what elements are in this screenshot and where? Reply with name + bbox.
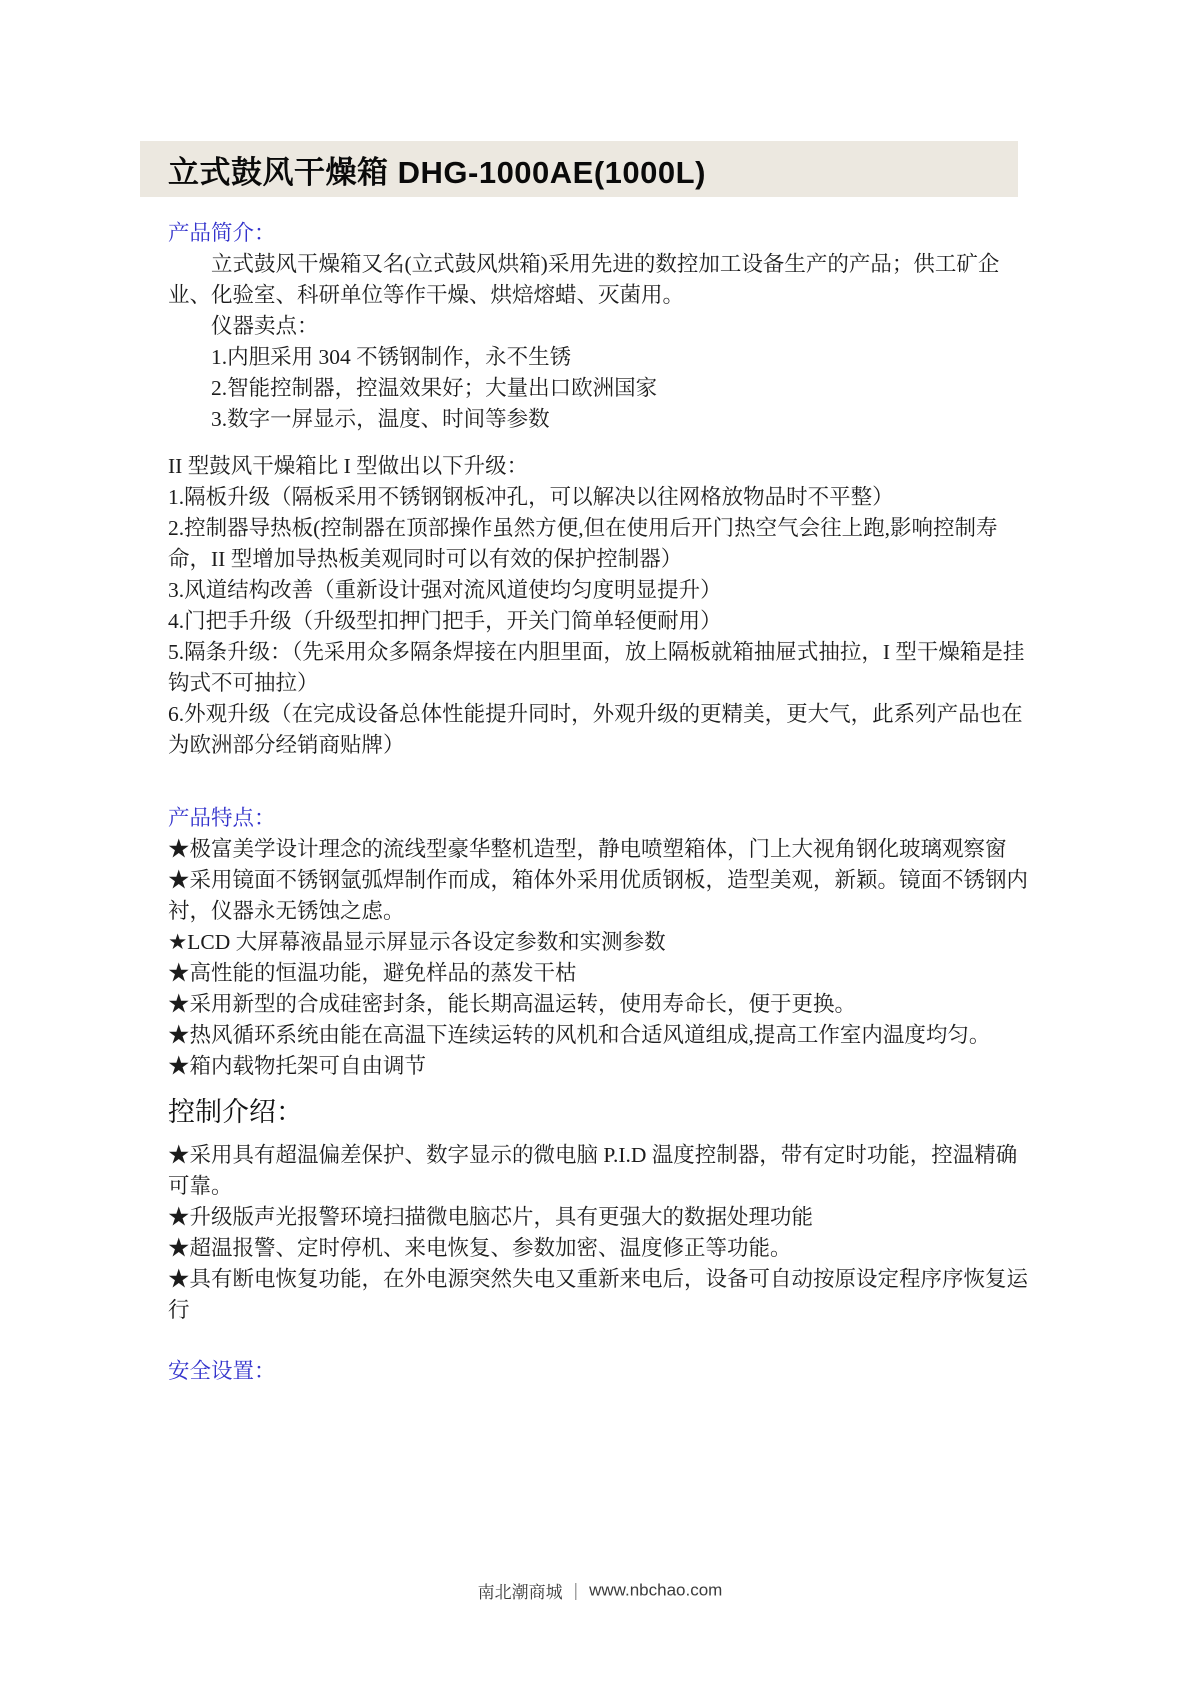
footer-separator: ｜ <box>567 1583 585 1602</box>
footer-url: www.nbchao.com <box>589 1580 723 1600</box>
selling-points-label: 仪器卖点： <box>211 314 319 338</box>
section-safety <box>168 1356 1036 1387</box>
control-item: ★采用具有超温偏差保护、数字显示的微电脑 P.I.D 温度控制器，带有定时功能，控温精确可靠。 <box>168 1143 1018 1198</box>
section-control <box>168 1090 1036 1326</box>
upgrade-item: 4.门把手升级（升级型扣押门把手，开关门简单轻便耐用） <box>168 609 722 633</box>
safety-heading: 安全设置： <box>168 1359 276 1383</box>
feature-item: ★LCD 大屏幕液晶显示屏显示各设定参数和实测参数 <box>168 930 666 954</box>
upgrade-item: 6.外观升级（在完成设备总体性能提升同时，外观升级的更精美，更大气，此系列产品也在为欧洲部分经销商贴牌） <box>168 702 1023 757</box>
upgrade-item: 2.控制器导热板(控制器在顶部操作虽然方便,但在使用后开门热空气会往上跑,影响控制寿命，II 型增加导热板美观同时可以有效的保护控制器） <box>168 516 998 571</box>
selling-point: 2.智能控制器，控温效果好；大量出口欧洲国家 <box>211 376 658 400</box>
section-intro <box>168 218 1036 435</box>
upgrades-heading: II 型鼓风干燥箱比 I 型做出以下升级： <box>168 454 529 478</box>
control-item: ★升级版声光报警环境扫描微电脑芯片，具有更强大的数据处理功能 <box>168 1205 814 1229</box>
intro-heading: 产品简介： <box>168 221 276 245</box>
selling-point: 1.内胆采用 304 不锈钢制作，永不生锈 <box>211 345 572 369</box>
feature-item: ★极富美学设计理念的流线型豪华整机造型，静电喷塑箱体，门上大视角钢化玻璃观察窗 <box>168 837 1007 861</box>
feature-item: ★热风循环系统由能在高温下连续运转的风机和合适风道组成,提高工作室内温度均匀。 <box>168 1023 991 1047</box>
document-body <box>168 218 1036 1387</box>
section-features <box>168 803 1036 1082</box>
page-footer <box>0 1578 1200 1603</box>
page-title: 立式鼓风干燥箱 DHG-1000AE(1000L) <box>168 154 706 190</box>
control-item: ★具有断电恢复功能，在外电源突然失电又重新来电后，设备可自动按原设定程序序恢复运行 <box>168 1267 1029 1322</box>
feature-item: ★高性能的恒温功能，避免样品的蒸发干枯 <box>168 961 577 985</box>
feature-item: ★采用镜面不锈钢氩弧焊制作而成，箱体外采用优质钢板，造型美观，新颖。镜面不锈钢内衬，仪器永无锈蚀之虑。 <box>168 868 1029 923</box>
control-item: ★超温报警、定时停机、来电恢复、参数加密、温度修正等功能。 <box>168 1236 792 1260</box>
title-bar <box>140 141 1018 197</box>
upgrade-item: 1.隔板升级（隔板采用不锈钢钢板冲孔，可以解决以往网格放物品时不平整） <box>168 485 894 509</box>
intro-paragraph: 立式鼓风干燥箱又名(立式鼓风烘箱)采用先进的数控加工设备生产的产品；供工矿企业、化验室、科研单位等作干燥、烘焙熔蜡、灭菌用。 <box>168 252 1000 307</box>
footer-site-name: 南北潮商城 <box>477 1583 563 1602</box>
features-heading: 产品特点： <box>168 806 276 830</box>
control-heading: 控制介绍： <box>168 1097 303 1127</box>
feature-item: ★箱内载物托架可自由调节 <box>168 1054 427 1078</box>
section-upgrades <box>168 451 1036 761</box>
selling-point: 3.数字一屏显示，温度、时间等参数 <box>211 407 550 431</box>
feature-item: ★采用新型的合成硅密封条，能长期高温运转，使用寿命长，便于更换。 <box>168 992 857 1016</box>
upgrade-item: 3.风道结构改善（重新设计强对流风道使均匀度明显提升） <box>168 578 722 602</box>
upgrade-item: 5.隔条升级：（先采用众多隔条焊接在内胆里面，放上隔板就箱抽屉式抽拉，I 型干燥箱是挂钩式不可抽拉） <box>168 640 1025 695</box>
